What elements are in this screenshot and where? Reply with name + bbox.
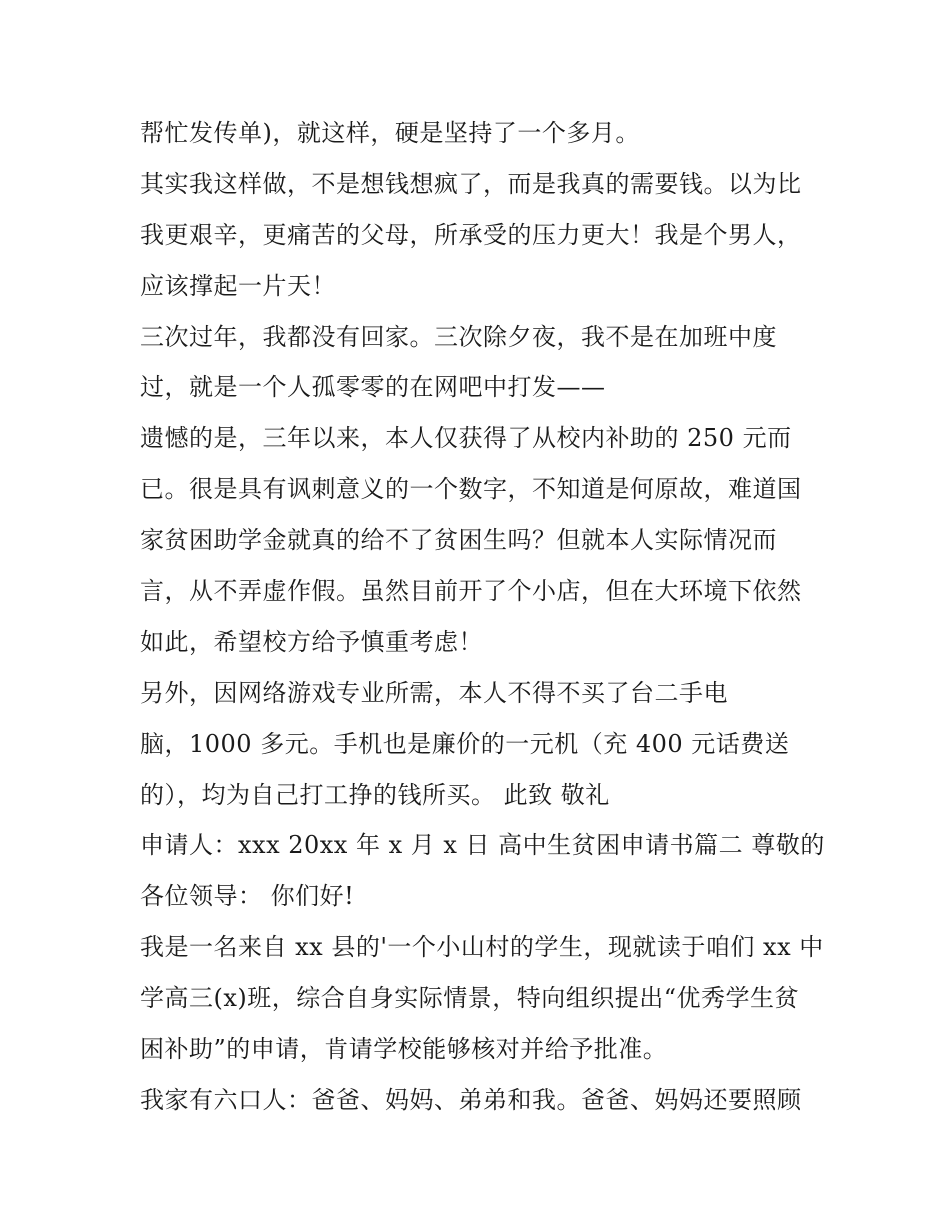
text-line: 脑，1000 多元。手机也是廉价的一元机（充 400 元话费送 [140,729,790,758]
text-line: 我更艰辛，更痛苦的父母，所承受的压力更大！我是个男人， [140,220,802,249]
text-line: 学高三(x)班，综合自身实际情景，特向组织提出“优秀学生贫 [140,984,800,1013]
text-line: 过，就是一个人孤零零的在网吧中打发—— [140,373,606,402]
text-line: 申请人：xxx 20xx 年 x 月 x 日 高中生贫困申请书篇二 尊敬的 [140,831,825,860]
text-line: 三次过年，我都没有回家。三次除夕夜，我不是在加班中度 [140,322,777,351]
text-line: 帮忙发传单)，就这样，硬是坚持了一个多月。 [140,119,640,147]
text-line: 其实我这样做，不是想钱想疯了，而是我真的需要钱。以为比 [140,169,802,198]
text-line: 各位领导： 你们好! [140,882,355,911]
text-line: 应该撑起一片天！ [140,271,336,300]
text-line: 我是一名来自 xx 县的'一个小山村的学生，现就读于咱们 xx 中 [140,933,824,962]
text-line: 已。很是具有讽刺意义的一个数字，不知道是何原故，难道国 [140,475,802,504]
text-line: 言，从不弄虚作假。虽然目前开了个小店，但在大环境下依然 [140,577,802,606]
text-line: 另外，因网络游戏专业所需，本人不得不买了台二手电 [140,678,728,707]
text-line: 的），均为自己打工挣的钱所买。 此致 敬礼 [140,780,610,809]
text-line: 遗憾的是，三年以来，本人仅获得了从校内补助的 250 元而 [140,424,792,453]
document-body [140,108,825,1126]
text-line: 困补助”的申请，肯请学校能够核对并给予批准。 [140,1035,668,1064]
text-line: 家贫困助学金就真的给不了贫困生吗？但就本人实际情况而 [140,526,777,555]
text-line: 如此，希望校方给予慎重考虑！ [140,627,483,656]
text-line: 我家有六口人：爸爸、妈妈、弟弟和我。爸爸、妈妈还要照顾 [140,1085,802,1114]
